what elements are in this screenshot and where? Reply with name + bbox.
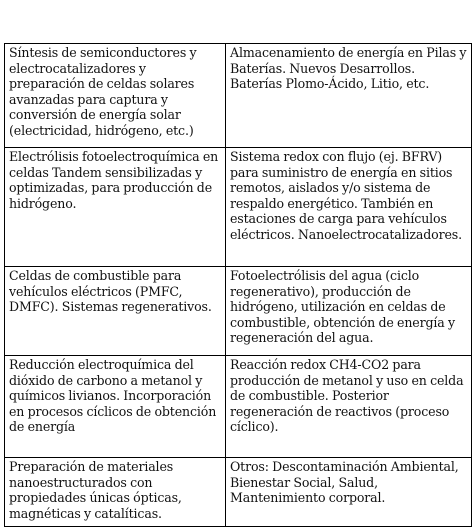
table-cell-right: Almacenamiento de energía en Pilas y Baterías. Nuevos Desarrollos. Baterías Plomo-Ácido, Litio, etc. — [226, 44, 472, 148]
table-cell-left: Electrólisis fotoelectroquímica en celdas Tandem sensibilizadas y optimizadas, para producción de hidrógeno. — [5, 148, 226, 267]
table-cell-left: Preparación de materiales nanoestructurados con propiedades únicas ópticas, magnéticas y catalíticas. — [5, 458, 226, 527]
table-cell-right: Reacción redox CH4-CO2 para producción de metanol y uso en celda de combustible. Posterior regeneración de reactivos (proceso cíclico). — [226, 356, 472, 458]
table-cell-left: Celdas de combustible para vehículos eléctricos (PMFC, DMFC). Sistemas regenerativos. — [5, 267, 226, 356]
table-cell-right: Otros: Descontaminación Ambiental, Bienestar Social, Salud, Mantenimiento corporal. — [226, 458, 472, 527]
table-cell-left: Reducción electroquímica del dióxido de carbono a metanol y químicos livianos. Incorporación en procesos cíclicos de obtención de energía — [5, 356, 226, 458]
table-row — [5, 458, 472, 527]
table-cell-left: Síntesis de semiconductores y electrocatalizadores y preparación de celdas solares avanzadas para captura y conversión de energía solar (electricidad, hidrógeno, etc.) — [5, 44, 226, 148]
table-row — [5, 267, 472, 356]
table-row — [5, 148, 472, 267]
table-cell-right: Fotoelectrólisis del agua (ciclo regenerativo), producción de hidrógeno, utilización en celdas de combustible, obtención de energía y regeneración del agua. — [226, 267, 472, 356]
table-row — [5, 44, 472, 148]
research-topics-table — [4, 43, 472, 527]
table-cell-right: Sistema redox con flujo (ej. BFRV) para suministro de energía en sitios remotos, aislados y/o sistema de respaldo energético. También en estaciones de carga para vehículos eléctricos. Nanoelectrocatalizadores. — [226, 148, 472, 267]
table-row — [5, 356, 472, 458]
